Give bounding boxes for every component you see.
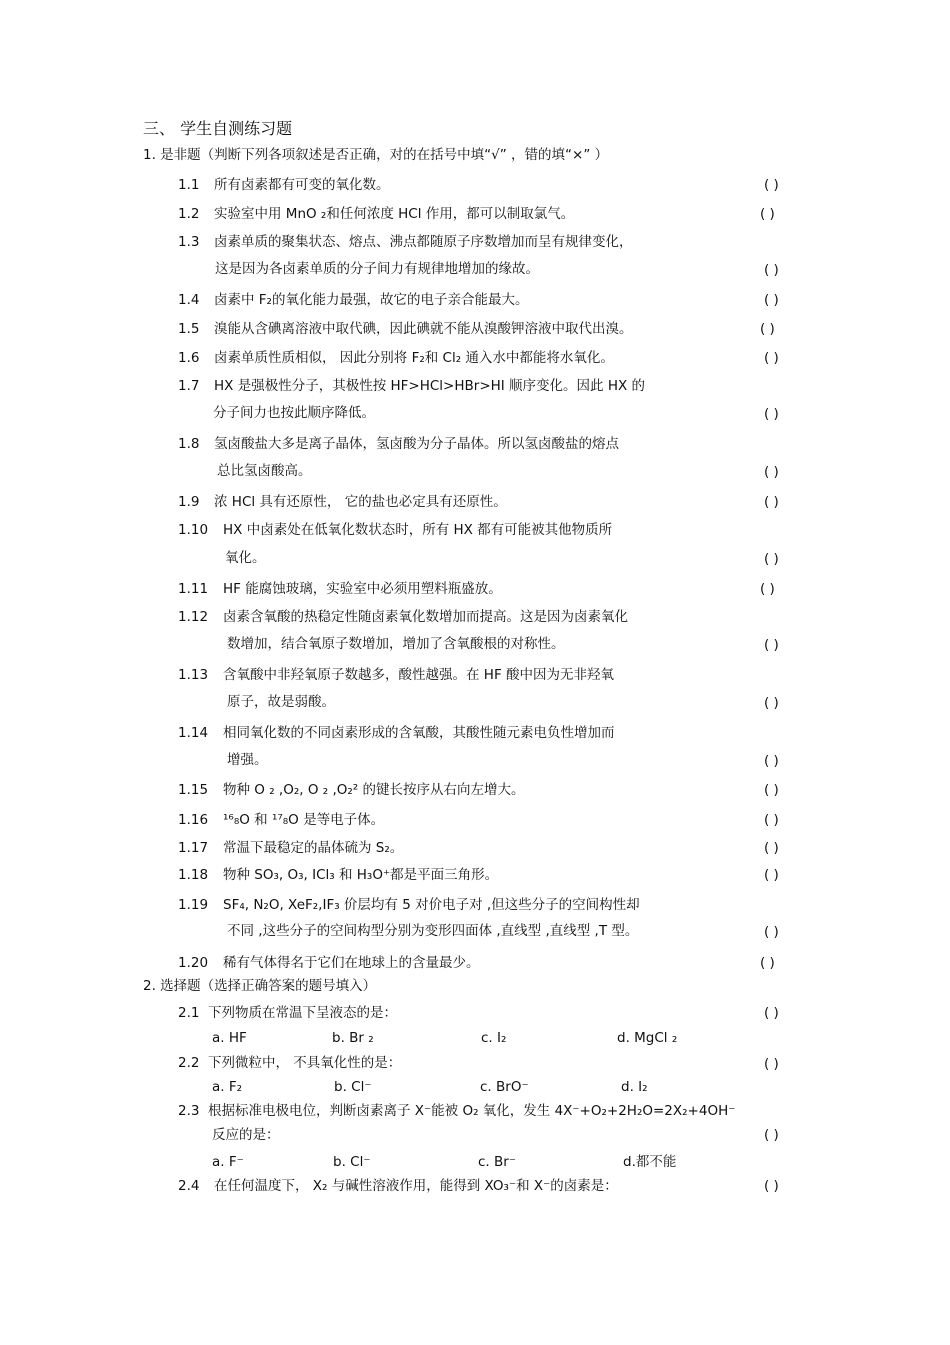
item-number: 1.12 [178,609,209,625]
answer-bracket[interactable]: ( ) [764,292,779,308]
item-text-cont: 氧化。 [225,550,266,566]
item-number: 1.18 [178,867,209,883]
item-text-cont: 增强。 [227,752,268,768]
item-text: 含氧酸中非羟氧原子数越多，酸性越强。在 HF 酸中因为无非羟氧 [223,667,614,683]
answer-bracket[interactable]: ( ) [760,321,775,337]
option-c: c. BrO⁻ [480,1079,529,1095]
item-text: 浓 HCl 具有还原性， 它的盐也必定具有还原性。 [214,494,507,510]
answer-bracket[interactable]: ( ) [764,406,779,422]
option-c: c. Br⁻ [478,1154,516,1170]
answer-bracket[interactable]: ( ) [764,551,779,567]
item-number: 1.19 [178,897,209,913]
option-a: a. F₂ [212,1079,243,1095]
answer-bracket[interactable]: ( ) [764,782,779,798]
item-text-cont: 数增加，结合氧原子数增加，增加了含氧酸根的对称性。 [227,636,565,652]
item-text-cont: 这是因为各卤素单质的分子间力有规律地增加的缘故。 [215,261,539,277]
item-text: 常温下最稳定的晶体硫为 S₂。 [223,840,404,856]
item-text: ¹⁶₈O 和 ¹⁷₈O 是等电子体。 [223,812,385,828]
answer-bracket[interactable]: ( ) [764,464,779,480]
item-text: 在任何温度下， X₂ 与碱性溶液作用，能得到 XO₃⁻和 X⁻的卤素是： [214,1178,618,1194]
item-text: 卤素中 F₂的氧化能力最强，故它的电子亲合能最大。 [214,292,529,308]
answer-bracket[interactable]: ( ) [764,753,779,769]
option-c: c. I₂ [481,1030,507,1046]
option-b: b. Cl⁻ [333,1154,371,1170]
item-number: 1.20 [178,955,209,971]
answer-bracket[interactable]: ( ) [764,637,779,653]
item-number: 2.1 [178,1005,200,1021]
answer-bracket[interactable]: ( ) [760,581,775,597]
item-text: 卤素含氧酸的热稳定性随卤素氧化数增加而提高。这是因为卤素氧化 [223,609,628,625]
item-number: 1.2 [178,206,200,222]
answer-bracket[interactable]: ( ) [764,1005,779,1021]
item-number: 1.15 [178,782,209,798]
option-b: b. Br ₂ [332,1030,374,1046]
option-a: a. F⁻ [212,1154,244,1170]
answer-bracket[interactable]: ( ) [764,350,779,366]
item-text-cont: 总比氢卤酸高。 [217,463,312,479]
answer-bracket[interactable]: ( ) [764,177,779,193]
answer-bracket[interactable]: ( ) [764,494,779,510]
q1-header: 1. 是非题（判断下列各项叙述是否正确，对的在括号中填“√” ，错的填“×” ） [143,147,609,163]
item-text: 物种 O ₂ ,O₂, O ₂ ,O₂² 的键长按序从右向左增大。 [223,782,525,798]
answer-bracket[interactable]: ( ) [764,262,779,278]
item-number: 1.6 [178,350,200,366]
answer-bracket[interactable]: ( ) [764,1178,779,1194]
item-text: 下列微粒中， 不具氧化性的是： [208,1055,402,1071]
item-number: 1.14 [178,725,209,741]
answer-bracket[interactable]: ( ) [760,206,775,222]
item-number: 1.5 [178,321,200,337]
item-number: 1.10 [178,522,209,538]
item-text-cont: 分子间力也按此顺序降低。 [213,405,375,421]
answer-bracket[interactable]: ( ) [764,1056,779,1072]
item-text-cont: 原子，故是弱酸。 [227,694,335,710]
item-text-cont: 反应的是： [212,1127,280,1143]
item-number: 1.11 [178,581,209,597]
item-text: HF 能腐蚀玻璃，实验室中必须用塑料瓶盛放。 [223,581,502,597]
item-number: 1.17 [178,840,209,856]
item-text: HX 中卤素处在低氧化数状态时，所有 HX 都有可能被其他物质所 [223,522,613,538]
answer-bracket[interactable]: ( ) [764,924,779,940]
item-number: 1.16 [178,812,209,828]
option-d: d.都不能 [623,1154,677,1170]
item-text: HX 是强极性分子，其极性按 HF>HCl>HBr>HI 顺序变化。因此 HX 的 [214,378,646,394]
answer-bracket[interactable]: ( ) [764,1127,779,1143]
item-text: 所有卤素都有可变的氧化数。 [214,177,390,193]
item-number: 1.4 [178,292,200,308]
section-title: 三、 学生自测练习题 [143,119,293,138]
option-a: a. HF [212,1030,247,1046]
item-text: 相同氧化数的不同卤素形成的含氧酸，其酸性随元素电负性增加而 [223,725,615,741]
item-text: 卤素单质的聚集状态、熔点、沸点都随原子序数增加而呈有规律变化， [214,234,633,250]
answer-bracket[interactable]: ( ) [764,840,779,856]
answer-bracket[interactable]: ( ) [764,695,779,711]
item-number: 1.9 [178,494,200,510]
option-d: d. I₂ [621,1079,648,1095]
item-text: 下列物质在常温下呈液态的是： [208,1005,397,1021]
item-text: 实验室中用 MnO ₂和任何浓度 HCl 作用，都可以制取氯气。 [214,206,575,222]
item-number: 1.8 [178,436,200,452]
item-number: 1.3 [178,234,200,250]
option-b: b. Cl⁻ [334,1079,372,1095]
item-number: 2.3 [178,1103,200,1119]
q2-header: 2. 选择题（选择正确答案的题号填入） [143,978,377,994]
item-number: 1.1 [178,177,200,193]
option-d: d. MgCl ₂ [617,1030,678,1046]
item-text: 物种 SO₃, O₃, ICl₃ 和 H₃O⁺都是平面三角形。 [223,867,499,883]
item-text: 稀有气体得名于它们在地球上的含量最少。 [223,955,480,971]
answer-bracket[interactable]: ( ) [764,867,779,883]
item-number: 2.4 [178,1178,200,1194]
answer-bracket[interactable]: ( ) [760,955,775,971]
item-text: 卤素单质性质相似， 因此分别将 F₂和 Cl₂ 通入水中都能将水氧化。 [214,350,614,366]
item-number: 1.13 [178,667,209,683]
item-text-cont: 不同 ,这些分子的空间构型分别为变形四面体 ,直线型 ,直线型 ,T 型。 [227,923,639,939]
item-text: 根据标准电极电位，判断卤素离子 X⁻能被 O₂ 氧化，发生 4X⁻+O₂+2H₂O=2X₂+4OH⁻ [208,1103,736,1119]
item-number: 2.2 [178,1055,200,1071]
item-text: 氢卤酸盐大多是离子晶体，氢卤酸为分子晶体。所以氢卤酸盐的熔点 [214,436,619,452]
item-number: 1.7 [178,378,200,394]
item-text: 溴能从含碘离溶液中取代碘，因此碘就不能从溴酸钾溶液中取代出溴。 [214,321,633,337]
answer-bracket[interactable]: ( ) [764,812,779,828]
item-text: SF₄, N₂O, XeF₂,IF₃ 价层均有 5 对价电子对 ,但这些分子的空间构性却 [223,897,640,913]
